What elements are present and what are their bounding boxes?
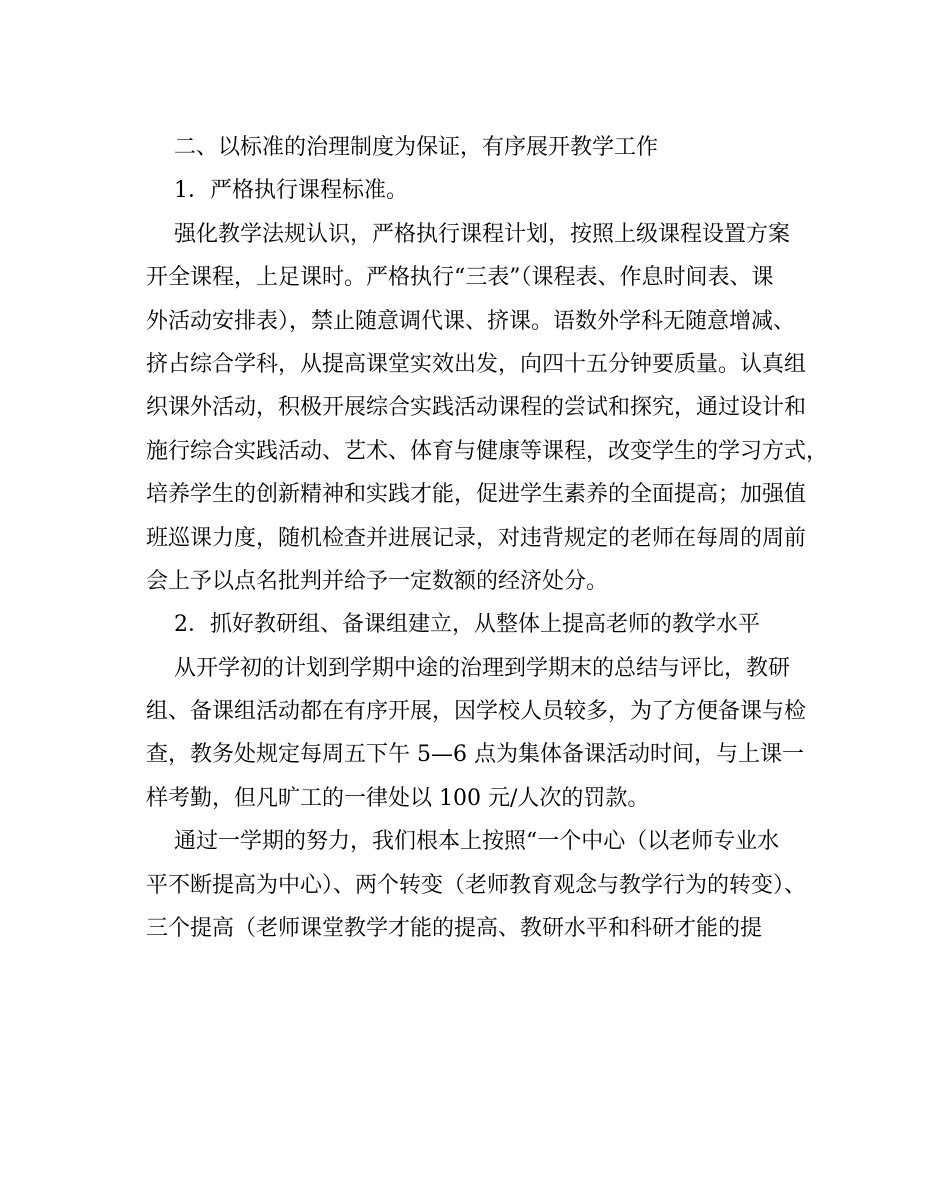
text-line: 会上予以点名批判并给予一定数额的经济处分。 bbox=[146, 568, 609, 594]
text-line: 查，教务处规定每周五下午 5—6 点为集体备课活动时间，与上课一 bbox=[146, 742, 804, 768]
text-line: 样考勤，但凡旷工的一律处以 100 元/人次的罚款。 bbox=[146, 785, 650, 811]
text-line: 1．严格执行课程标准。 bbox=[146, 178, 408, 204]
text-line: 挤占综合学科，从提高课堂实效出发，向四十五分钟要质量。认真组 bbox=[146, 351, 807, 377]
text-line: 组、备课组活动都在有序开展，因学校人员较多，为了方便备课与检 bbox=[146, 699, 807, 725]
text-line: 从开学初的计划到学期中途的治理到学期末的总结与评比，教研 bbox=[146, 655, 790, 681]
text-line: 开全课程，上足课时。严格执行“三表”（课程表、作息时间表、课 bbox=[146, 265, 774, 291]
text-line: 平不断提高为中心）、两个转变（老师教育观念与教学行为的转变）、 bbox=[146, 872, 807, 898]
text-line: 二、以标准的治理制度为保证，有序展开教学工作 bbox=[146, 135, 658, 160]
text-line: 织课外活动，积极开展综合实践活动课程的尝试和探究，通过设计和 bbox=[146, 395, 807, 421]
document-body bbox=[146, 126, 829, 950]
text-line: 班巡课力度，随机检查并进展记录，对违背规定的老师在每周的周前 bbox=[146, 525, 807, 551]
text-line: 施行综合实践活动、艺术、体育与健康等课程，改变学生的学习方式， bbox=[146, 438, 829, 464]
text-line: 通过一学期的努力，我们根本上按照“一个中心（以老师专业水 bbox=[146, 829, 780, 855]
text-line: 外活动安排表），禁止随意调代课、挤课。语数外学科无随意增减、 bbox=[146, 308, 796, 334]
text-line: 三个提高（老师课堂教学才能的提高、教研水平和科研才能的提 bbox=[146, 916, 763, 942]
text-line: 2．抓好教研组、备课组建立，从整体上提高老师的教学水平 bbox=[146, 612, 760, 638]
text-line: 培养学生的创新精神和实践才能，促进学生素养的全面提高；加强值 bbox=[146, 482, 807, 508]
text-line: 强化教学法规认识，严格执行课程计划，按照上级课程设置方案 bbox=[146, 221, 790, 247]
